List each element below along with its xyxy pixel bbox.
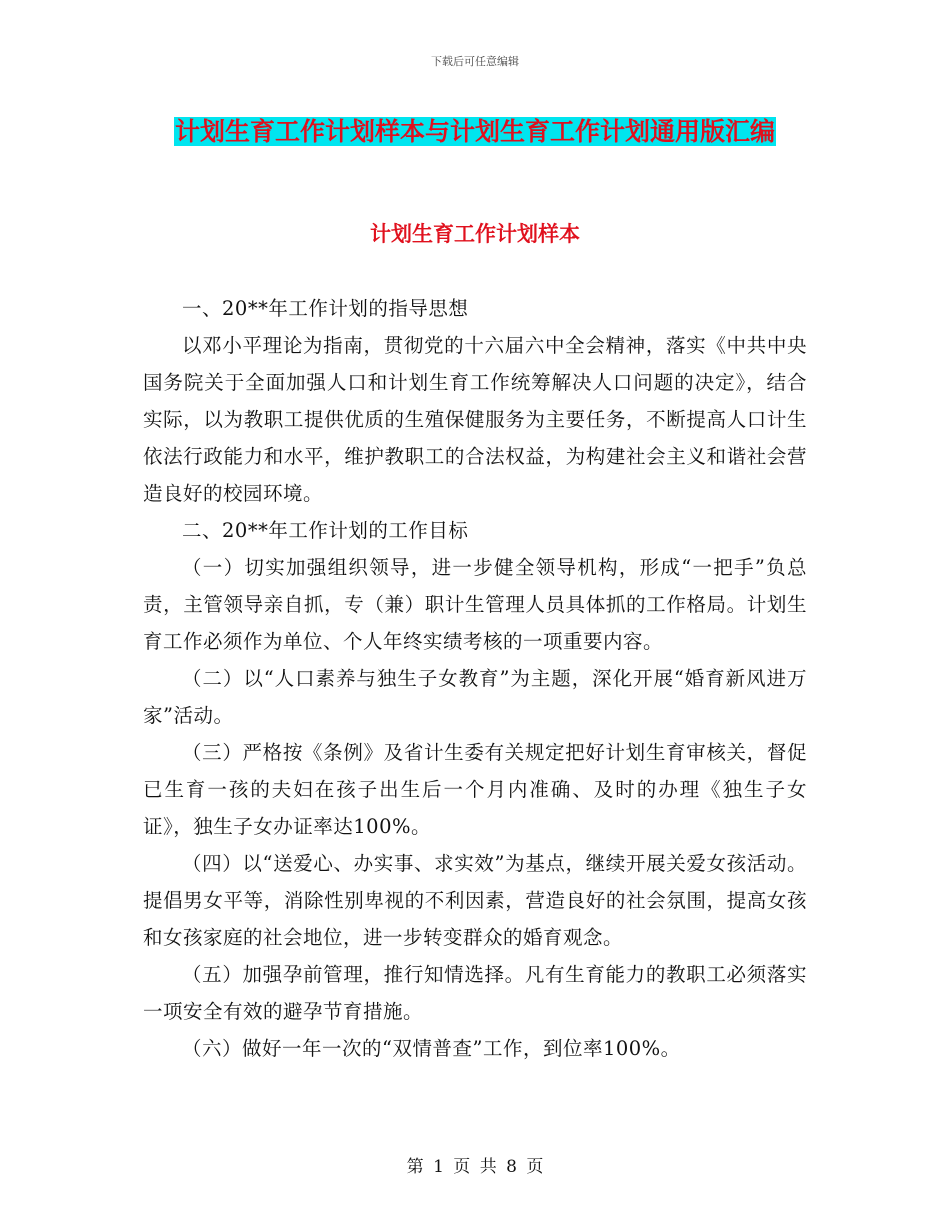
page-number: 第 1 页 共 8 页 bbox=[406, 1157, 544, 1177]
paragraph: （三）严格按《条例》及省计生委有关规定把好计划生育审核关，督促已生育一孩的夫妇在孩子出生后一个月内准确、及时的办理《独生子女证》，独生子女办证率达100%。 bbox=[143, 741, 807, 838]
paragraph: （二）以“人口素养与独生子女教育”为主题，深化开展“婚育新风进万家”活动。 bbox=[143, 667, 807, 727]
paragraph: （五）加强孕前管理，推行知情选择。凡有生育能力的教职工必须落实一项安全有效的避孕节育措施。 bbox=[143, 963, 807, 1023]
paragraph: （一）切实加强组织领导，进一步健全领导机构，形成“一把手”负总责，主管领导亲自抓，专（兼）职计生管理人员具体抓的工作格局。计划生育工作必须作为单位、个人年终实绩考核的一项重要内容。 bbox=[143, 556, 807, 653]
paragraph-heading-2: 二、20**年工作计划的工作目标 bbox=[182, 519, 469, 542]
document-body bbox=[143, 290, 807, 1067]
paragraph: （四）以“送爱心、办实事、求实效”为基点，继续开展关爱女孩活动。提倡男女平等，消除性别卑视的不利因素，营造良好的社会氛围，提高女孩和女孩家庭的社会地位，进一步转变群众的婚育观念。 bbox=[143, 852, 807, 949]
document-title bbox=[140, 110, 810, 154]
paragraph-heading-1: 一、20**年工作计划的指导思想 bbox=[182, 297, 469, 320]
paragraph: 以邓小平理论为指南，贯彻党的十六届六中全会精神，落实《中共中央国务院关于全面加强人口和计划生育工作统筹解决人口问题的决定》，结合实际，以为教职工提供优质的生殖保健服务为主要任务，不断提高人口计生依法行政能力和水平，维护教职工的合法权益，为构建社会主义和谐社会营造良好的校园环境。 bbox=[143, 334, 807, 505]
document-title-text: 计划生育工作计划样本与计划生育工作计划通用版汇编 bbox=[174, 117, 775, 146]
header-note: 下载后可任意编辑 bbox=[431, 55, 519, 68]
section-title: 计划生育工作计划样本 bbox=[370, 222, 580, 246]
paragraph: （六）做好一年一次的“双情普查”工作，到位率100%。 bbox=[182, 1037, 681, 1060]
